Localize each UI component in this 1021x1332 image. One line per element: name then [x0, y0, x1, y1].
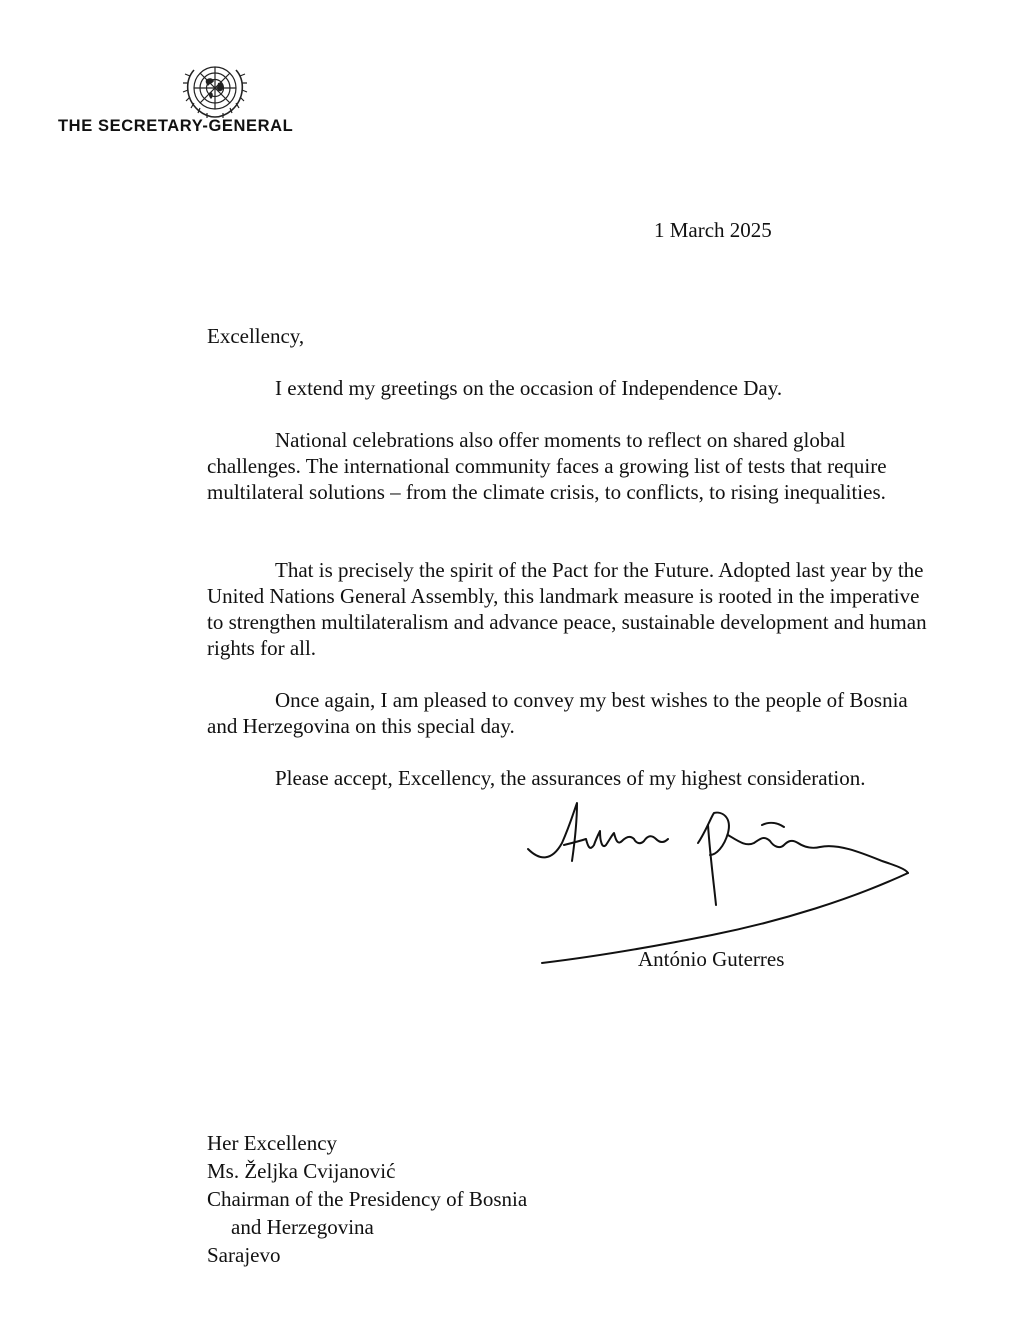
paragraph-global-challenges: National celebrations also offer moments to reflect on shared global challenges. The international community faces a growing list of tests that require multilateral solutions – from the climate crisis, to conflicts, to rising inequalities. [207, 428, 887, 504]
paragraph-best-wishes: Once again, I am pleased to convey my best wishes to the people of Bosnia and Herzegovina on this special day. [207, 688, 908, 738]
paragraph-greeting: I extend my greetings on the occasion of Independence Day. [275, 376, 783, 400]
recipient-name: Ms. Željka Cvijanović [207, 1159, 396, 1183]
salutation: Excellency, [207, 324, 305, 348]
un-emblem-icon [180, 60, 250, 122]
letterhead-title: THE SECRETARY-GENERAL [58, 117, 294, 135]
letter-date: 1 March 2025 [654, 218, 772, 242]
signer-name: António Guterres [638, 947, 785, 971]
recipient-city: Sarajevo [207, 1243, 281, 1267]
recipient-title: Chairman of the Presidency of Bosnia [207, 1187, 528, 1211]
recipient-honorific: Her Excellency [207, 1131, 338, 1155]
recipient-address [207, 1129, 527, 1269]
paragraph-closing: Please accept, Excellency, the assurances of my highest consideration. [275, 766, 866, 790]
recipient-title-continued: and Herzegovina [231, 1215, 374, 1239]
paragraph-pact-for-future: That is precisely the spirit of the Pact for the Future. Adopted last year by the United Nations General Assembly, this landmark measure is rooted in the imperative to strengthen multilateralism and advance peace, sustainable development and human rights for all. [207, 558, 927, 660]
